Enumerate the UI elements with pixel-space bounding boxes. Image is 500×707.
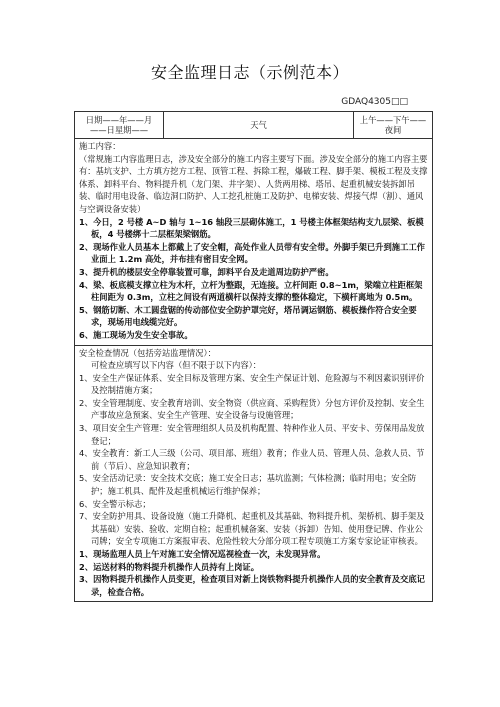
inspection-item: 7、安全防护用具、设备设施（施工升降机、起重机及其基础、物料提升机、架桥机、脚手架及其基础）安装、验收、定期自检；起重机械备案、安装（拆卸）告知、使用登记牌、作业公司牌；安全专项施工方案报审表、危险性较大分部分项工程专项施工方案专家论证审核表。 — [79, 511, 425, 547]
inspection-result: 1、现场监理人员上午对施工安全情况巡视检查一次，未发现异常。 — [79, 549, 326, 559]
construction-section — [75, 139, 432, 345]
inspection-item: 2、安全管理制度、安全教育培训、安全物资（供应商、采购程货）分包方评价及控制、安全生产事故应急预案、安全生产管理、安全设备与设施管理； — [79, 397, 425, 421]
inspection-heading: 安全检查情况（包括旁站监理情况）： — [79, 347, 216, 358]
construction-item: 1、今日，2 号楼 A~D 轴与 1~16 轴段三层砌体施工，1 号楼主体框架结构支九层梁、板模板，4 号楼绑十二层框架梁钢筋。 — [79, 216, 424, 240]
inspection-item: 1、安全生产保证体系、安全目标及管理方案、安全生产保证计划、危险源与不利因素识别评价及控制措施方案； — [79, 372, 425, 396]
inspection-result: 3、因物料提升机操作人员变更，检查项目对新上岗铁物料提升机操作人员的安全教育及交底记录，检查合格。 — [79, 574, 425, 597]
construction-item: 2、现场作业人员基本上都戴上了安全帽，高处作业人员带有安全带。外脚手架已升到施工工作业面上 1.2m 高处，并布挂有密目安全网。 — [79, 241, 425, 265]
construction-item: 6、施工现场为发生安全事故。 — [79, 329, 193, 340]
weather-cell: 天气 — [164, 112, 354, 138]
header-row — [75, 112, 432, 139]
inspection-item: 5、安全活动记录：安全技术交底；施工安全日志；基坑监测；气体检测；临时用电；安全防护；施工机具、配件及起重机械运行维护保养； — [79, 473, 417, 497]
document-code: GDAQ4305□□ — [341, 97, 408, 107]
construction-note: （常规施工内容监理日志，涉及安全部分的施工内容主要写下面。涉及安全部分的施工内容主要有：基坑支护、土方填方挖方工程、顶管工程、拆除工程，爆破工程、脚手架、模板工程及支撑体系、卸料平台、物料提升机（龙门架、井字架）、人货两用梯、塔吊、起重机械安装拆卸吊装、临时用电设备、临边洞口防护、人工挖孔桩施工及防护、电梯安装、焊接气焊（割）、通风与空调设备安装） — [79, 153, 428, 214]
construction-heading: 施工内容： — [79, 141, 121, 151]
inspection-item: 3、项目安全生产管理：安全管理组织人员及机构配置、特种作业人员、平安卡、劳保用品发放登记； — [79, 423, 425, 446]
log-form — [74, 111, 433, 602]
time-cell: 上午——下午——夜间 — [359, 114, 427, 135]
inspection-section — [75, 345, 432, 602]
inspection-item: 6、安全警示标志； — [79, 498, 151, 509]
inspection-item: 4、安全教育：新工人三级（公司、项目部、班组）教育；作业人员、管理人员、急救人员、节前（节后）、应急知识教育； — [79, 448, 425, 471]
construction-item: 5、钢筋切断、木工圆盘锯的传动部位安全防护罩完好，塔吊调运钢筋、模板操作符合安全要求，现场用电线缆完好。 — [79, 304, 417, 328]
inspection-intro: 可检查应填写以下内容（但不限于以下内容）： — [91, 360, 262, 371]
inspection-result: 2、运送材料的物料提升机操作人员持有上岗证。 — [79, 561, 260, 572]
construction-item: 3、提升机的楼层安全停靠装置可靠，卸料平台及走道周边防护严密。 — [79, 266, 334, 277]
construction-item: 4、梁、板底模支撑立柱为木杆，立杆为整跟，无连接。立杆间距 0.8~1m，梁端立柱距框架柱间距为 0.3m，立柱之间设有两道横杆以保持支撑的整体稳定，下横杆离地为 0.5m。 — [79, 279, 423, 303]
page-title: 安全监理日志（示例范本） — [150, 63, 349, 82]
date-cell: 日期——年——月——日星期—— — [75, 112, 164, 138]
